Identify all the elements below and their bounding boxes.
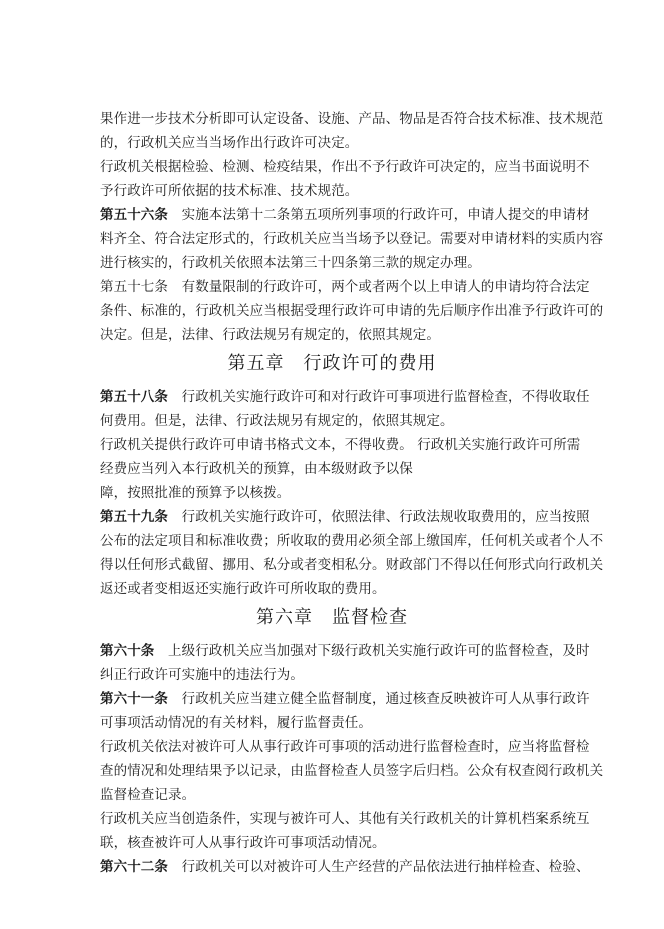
text-line: 果作进一步技术分析即可认定设备、设施、产品、物品是否符合技术标准、技术规范	[100, 111, 604, 127]
text-line: 监督检查记录。	[100, 787, 196, 803]
text-line: 行政机关提供行政许可申请书格式文本，不得收费。 行政机关实施行政许可所需	[100, 437, 581, 453]
text-line: 料齐全、符合法定形式的，行政机关应当当场予以登记。需要对申请材料的实质内容	[100, 231, 604, 247]
text-line: 可事项活动情况的有关材料，履行监督责任。	[100, 715, 372, 731]
text-line: 条件、标准的，行政机关应当根据受理行政许可申请的先后顺序作出准予行政许可的	[100, 303, 604, 319]
text-line: 查的情况和处理结果予以记录，由监督检查人员签字后归档。公众有权查阅行政机关	[100, 763, 604, 779]
article-number: 第六十一条	[100, 691, 168, 707]
article-line: 第六十条 上级行政机关应当加强对下级行政机关实施行政许可的监督检查，及时	[100, 643, 590, 659]
article-line: 第六十一条 行政机关应当建立健全监督制度，通过核查反映被许可人从事行政许	[100, 691, 590, 707]
text-line: 的，行政机关应当当场作出行政许可决定。	[100, 135, 359, 151]
article-number: 第五十六条	[100, 207, 168, 223]
article-number: 第五十九条	[100, 509, 168, 525]
text-line: 返还或者变相返还实施行政许可所收取的费用。	[100, 581, 386, 597]
text-line: 经费应当列入本行政机关的预算，由本级财政予以保	[100, 461, 413, 477]
article-line: 第六十二条 行政机关可以对被许可人生产经营的产品依法进行抽样检查、检验、	[100, 859, 590, 875]
text-line: 进行核实的，行政机关依照本法第三十四条第三款的规定办理。	[100, 255, 481, 271]
article-number: 第六十二条	[100, 859, 168, 875]
article-line: 第五十八条 行政机关实施行政许可和对行政许可事项进行监督检查，不得收取任	[100, 389, 590, 405]
chapter-heading: 第六章 监督检查	[256, 607, 408, 628]
text-line: 行政机关应当创造条件，实现与被许可人、其他有关行政机关的计算机档案系统互	[100, 811, 590, 827]
chapter-heading: 第五章 行政许可的费用	[227, 353, 437, 374]
text-line: 何费用。但是，法律、行政法规另有规定的，依照其规定。	[100, 413, 454, 429]
text-line: 公布的法定项目和标准收费；所收取的费用必须全部上缴国库，任何机关或者个人不	[100, 533, 604, 549]
text-line: 得以任何形式截留、挪用、私分或者变相私分。财政部门不得以任何形式向行政机关	[100, 557, 604, 573]
text-line: 第五十七条 有数量限制的行政许可，两个或者两个以上申请人的申请均符合法定	[100, 279, 590, 295]
text-line: 决定。但是，法律、行政法规另有规定的，依照其规定。	[100, 327, 440, 343]
article-line: 第五十九条 行政机关实施行政许可，依照法律、行政法规收取费用的，应当按照	[100, 509, 590, 525]
article-number: 第五十八条	[100, 389, 168, 405]
text-line: 纠正行政许可实施中的违法行为。	[100, 667, 304, 683]
text-line: 行政机关根据检验、检测、检疫结果，作出不予行政许可决定的，应当书面说明不	[100, 159, 590, 175]
article-line: 第五十六条 实施本法第十二条第五项所列事项的行政许可，申请人提交的申请材	[100, 207, 590, 223]
text-line: 联，核查被许可人从事行政许可事项活动情况。	[100, 835, 386, 851]
article-number: 第六十条	[100, 643, 155, 659]
text-line: 障，按照批准的预算予以核拨。	[100, 485, 291, 501]
text-line: 行政机关依法对被许可人从事行政许可事项的活动进行监督检查时，应当将监督检	[100, 739, 590, 755]
text-line: 予行政许可所依据的技术标准、技术规范。	[100, 183, 359, 199]
